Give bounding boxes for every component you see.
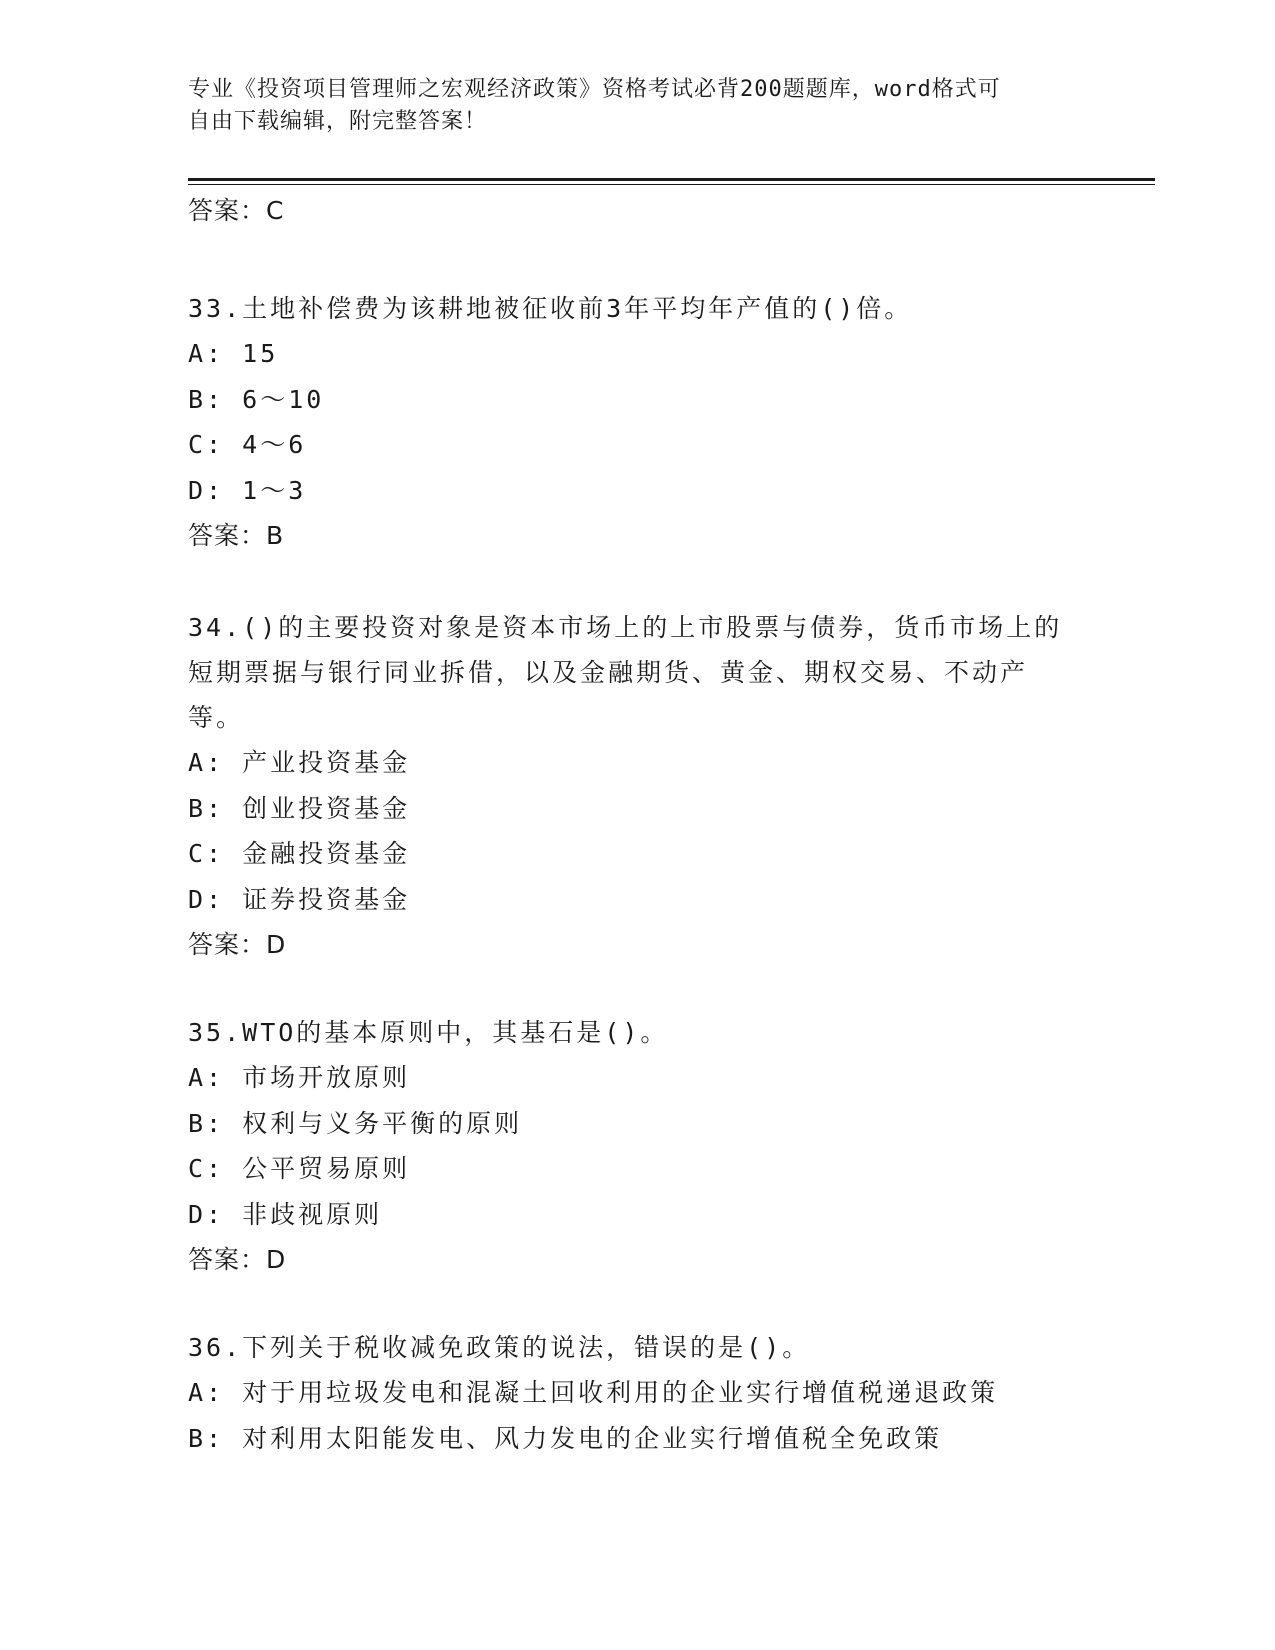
question-33-text: 33.土地补偿费为该耕地被征收前3年平均年产值的()倍。 — [188, 294, 913, 323]
header-divider-thick — [188, 178, 1155, 181]
question-33 — [188, 286, 1088, 559]
question-34-option-a: A: 产业投资基金 — [188, 748, 411, 777]
question-34-answer: 答案：D — [188, 930, 287, 959]
question-33-answer: 答案：B — [188, 521, 285, 550]
question-33-option-b: B: 6～10 — [188, 384, 325, 414]
question-34-option-c: C: 金融投资基金 — [188, 839, 411, 868]
question-35-option-c: C: 公平贸易原则 — [188, 1154, 411, 1183]
question-35-option-d: D: 非歧视原则 — [188, 1199, 383, 1229]
question-35 — [188, 1010, 1088, 1283]
question-34-text-line-1: 34.()的主要投资对象是资本市场上的上市股票与债券，货币市场上的 — [188, 613, 1063, 642]
question-33-option-c: C: 4～6 — [188, 430, 307, 459]
question-33-option-a: A: 15 — [188, 339, 279, 368]
header-line-1: 专业《投资项目管理师之宏观经济政策》资格考试必背200题题库，word格式可 — [188, 77, 1001, 102]
question-36-option-b: B: 对利用太阳能发电、风力发电的企业实行增值税全免政策 — [188, 1423, 943, 1453]
document-header — [188, 74, 1088, 138]
question-36 — [188, 1325, 1088, 1461]
document-content — [188, 188, 1088, 1461]
question-36-option-a: A: 对于用垃圾发电和混凝土回收利用的企业实行增值税递退政策 — [188, 1378, 999, 1407]
question-34-option-b: B: 创业投资基金 — [188, 793, 411, 823]
question-34-option-d: D: 证券投资基金 — [188, 884, 411, 914]
question-34-text-line-3: 等。 — [188, 703, 245, 732]
question-36-text: 36.下列关于税收减免政策的说法，错误的是()。 — [188, 1333, 811, 1362]
header-divider-thin — [188, 184, 1155, 185]
question-33-option-d: D: 1～3 — [188, 475, 307, 505]
question-34 — [188, 605, 1088, 968]
question-35-answer: 答案：D — [188, 1245, 287, 1274]
question-35-option-a: A: 市场开放原则 — [188, 1063, 411, 1092]
header-line-2: 自由下载编辑，附完整答案！ — [188, 109, 488, 134]
question-35-option-b: B: 权利与义务平衡的原则 — [188, 1108, 523, 1138]
question-35-text: 35.WTO的基本原则中，其基石是()。 — [188, 1018, 669, 1047]
question-34-text-line-2: 短期票据与银行同业拆借，以及金融期货、黄金、期权交易、不动产 — [188, 658, 1029, 687]
answer-previous-question: 答案：C — [188, 196, 285, 225]
